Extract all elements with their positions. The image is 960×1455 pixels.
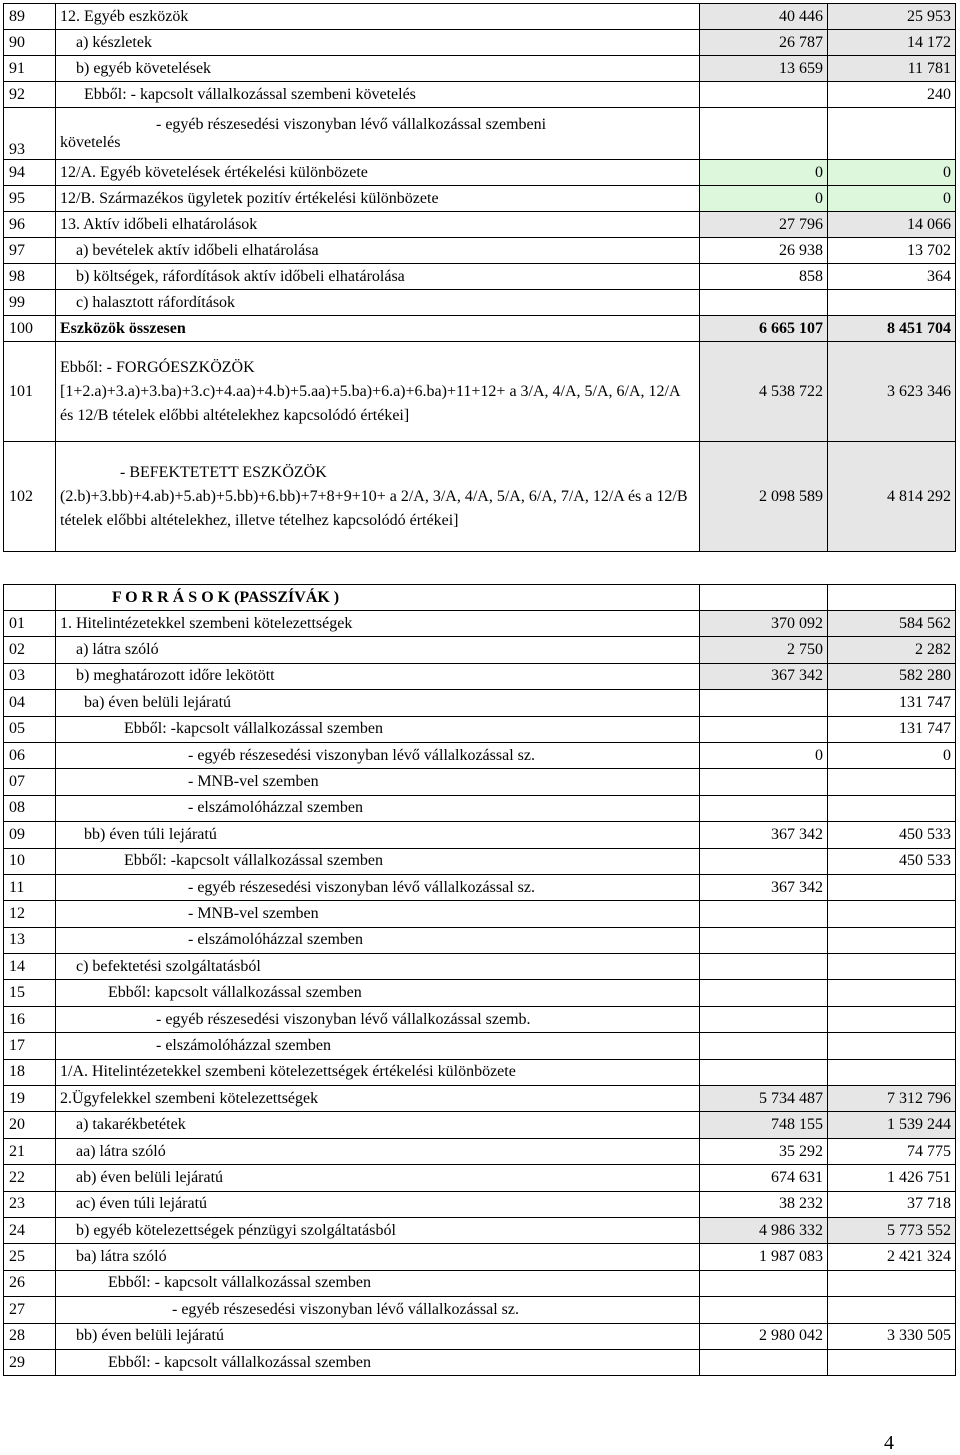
table-row — [4, 212, 956, 238]
row-label: b) meghatározott időre lekötött — [56, 663, 700, 689]
assets-table-body — [4, 4, 956, 552]
value-current: 0 — [700, 160, 828, 186]
section-heading-row — [4, 585, 956, 611]
row-label — [56, 342, 700, 442]
value-previous: 8 451 704 — [828, 316, 956, 342]
row-label: Ebből: -kapcsolt vállalkozással szemben — [56, 848, 700, 874]
value-previous — [828, 901, 956, 927]
table-row — [4, 238, 956, 264]
row-number: 22 — [4, 1165, 56, 1191]
row-label: - egyéb részesedési viszonyban lévő vállalkozással sz. — [56, 1297, 700, 1323]
value-previous: 37 718 — [828, 1191, 956, 1217]
table-row — [4, 82, 956, 108]
row-number: 16 — [4, 1006, 56, 1032]
row-number: 02 — [4, 637, 56, 663]
row-label: - elszámolóházzal szemben — [56, 795, 700, 821]
value-current: 1 987 083 — [700, 1244, 828, 1270]
value-current — [700, 954, 828, 980]
value-previous — [828, 874, 956, 900]
value-current: 40 446 — [700, 4, 828, 30]
table-row — [4, 1165, 956, 1191]
value-current: 0 — [700, 742, 828, 768]
row-label-line: Ebből: - FORGÓESZKÖZÖK — [60, 358, 255, 376]
row-number: 25 — [4, 1244, 56, 1270]
row-number: 26 — [4, 1270, 56, 1296]
table-row — [4, 848, 956, 874]
value-current — [700, 108, 828, 160]
value-previous: 131 747 — [828, 690, 956, 716]
table-row — [4, 822, 956, 848]
row-number: 96 — [4, 212, 56, 238]
value-previous — [828, 290, 956, 316]
value-current — [700, 795, 828, 821]
value-current — [700, 848, 828, 874]
row-label: - MNB-vel szemben — [56, 901, 700, 927]
value-previous: 3 330 505 — [828, 1323, 956, 1349]
table-row — [4, 1006, 956, 1032]
value-previous: 364 — [828, 264, 956, 290]
table-row — [4, 716, 956, 742]
value-current: 5 734 487 — [700, 1086, 828, 1112]
table-row — [4, 1059, 956, 1085]
row-number: 17 — [4, 1033, 56, 1059]
row-label: ab) éven belüli lejáratú — [56, 1165, 700, 1191]
value-current: 858 — [700, 264, 828, 290]
row-label: 12/A. Egyéb követelések értékelési különbözete — [56, 160, 700, 186]
value-previous: 584 562 — [828, 611, 956, 637]
table-row — [4, 160, 956, 186]
row-label: b) költségek, ráfordítások aktív időbeli elhatárolása — [56, 264, 700, 290]
value-previous: 5 773 552 — [828, 1217, 956, 1243]
table-row — [4, 316, 956, 342]
value-previous — [828, 769, 956, 795]
value-previous — [828, 585, 956, 611]
table-row — [4, 637, 956, 663]
table-row — [4, 108, 956, 160]
page-number: 4 — [884, 1432, 894, 1454]
row-number — [4, 585, 56, 611]
row-number: 100 — [4, 316, 56, 342]
value-current — [700, 585, 828, 611]
table-row — [4, 663, 956, 689]
row-number: 21 — [4, 1138, 56, 1164]
value-current — [700, 1059, 828, 1085]
value-current: 38 232 — [700, 1191, 828, 1217]
table-row — [4, 1138, 956, 1164]
row-label: c) befektetési szolgáltatásból — [56, 954, 700, 980]
value-current: 367 342 — [700, 874, 828, 900]
value-current: 2 980 042 — [700, 1323, 828, 1349]
value-current — [700, 1006, 828, 1032]
table-row — [4, 742, 956, 768]
row-label: - MNB-vel szemben — [56, 769, 700, 795]
row-number: 07 — [4, 769, 56, 795]
row-label-line: - BEFEKTETETT ESZKÖZÖK — [120, 463, 327, 481]
table-row — [4, 56, 956, 82]
section-heading: F O R R Á S O K (PASSZÍVÁK ) — [56, 585, 700, 611]
row-label: b) egyéb követelések — [56, 56, 700, 82]
row-label: - elszámolóházzal szemben — [56, 927, 700, 953]
table-row — [4, 1297, 956, 1323]
value-previous — [828, 1033, 956, 1059]
value-previous — [828, 1006, 956, 1032]
row-number: 08 — [4, 795, 56, 821]
row-number: 28 — [4, 1323, 56, 1349]
row-number: 91 — [4, 56, 56, 82]
value-previous — [828, 1270, 956, 1296]
value-current — [700, 690, 828, 716]
value-previous: 0 — [828, 742, 956, 768]
table-row — [4, 290, 956, 316]
row-number: 102 — [4, 442, 56, 552]
table-row — [4, 927, 956, 953]
row-number: 09 — [4, 822, 56, 848]
value-current — [700, 716, 828, 742]
row-number: 89 — [4, 4, 56, 30]
value-current — [700, 1033, 828, 1059]
table-row — [4, 1270, 956, 1296]
table-row — [4, 1323, 956, 1349]
value-current: 26 938 — [700, 238, 828, 264]
value-previous: 0 — [828, 186, 956, 212]
value-previous — [828, 927, 956, 953]
table-row — [4, 901, 956, 927]
table-row — [4, 690, 956, 716]
row-label: 12/B. Származékos ügyletek pozitív értékelési különbözete — [56, 186, 700, 212]
row-label: 12. Egyéb eszközök — [56, 4, 700, 30]
row-number: 01 — [4, 611, 56, 637]
table-row — [4, 1191, 956, 1217]
row-number: 29 — [4, 1349, 56, 1375]
value-current: 2 098 589 — [700, 442, 828, 552]
row-label: ba) éven belüli lejáratú — [56, 690, 700, 716]
row-label: Ebből: - kapcsolt vállalkozással szemben — [56, 1349, 700, 1375]
row-label: b) egyéb kötelezettségek pénzügyi szolgáltatásból — [56, 1217, 700, 1243]
value-current: 370 092 — [700, 611, 828, 637]
row-number: 19 — [4, 1086, 56, 1112]
table-row — [4, 769, 956, 795]
row-number: 94 — [4, 160, 56, 186]
row-number: 27 — [4, 1297, 56, 1323]
row-label: Ebből: - kapcsolt vállalkozással szembeni követelés — [56, 82, 700, 108]
value-current: 674 631 — [700, 1165, 828, 1191]
row-number: 90 — [4, 30, 56, 56]
row-label-line: (2.b)+3.bb)+4.ab)+5.ab)+5.bb)+6.bb)+7+8+9+10+ a 2/A, 3/A, 4/A, 5/A, 6/A, 7/A, 12/A és a 12/B tételek előbbi altételekhez, illetve tételhez kapcsolódó értékei] — [60, 487, 688, 529]
table-row — [4, 1217, 956, 1243]
table-row — [4, 4, 956, 30]
value-previous: 582 280 — [828, 663, 956, 689]
row-label: - egyéb részesedési viszonyban lévő vállalkozással szemb. — [56, 1006, 700, 1032]
row-label: Eszközök összesen — [56, 316, 700, 342]
row-label: bb) éven túli lejáratú — [56, 822, 700, 848]
row-label: Ebből: - kapcsolt vállalkozással szemben — [56, 1270, 700, 1296]
row-label: ac) éven túli lejáratú — [56, 1191, 700, 1217]
value-current — [700, 1349, 828, 1375]
row-label: - egyéb részesedési viszonyban lévő vállalkozással sz. — [56, 874, 700, 900]
value-current: 367 342 — [700, 822, 828, 848]
row-number: 11 — [4, 874, 56, 900]
value-previous — [828, 1059, 956, 1085]
table-row — [4, 264, 956, 290]
row-number: 98 — [4, 264, 56, 290]
table-row — [4, 1244, 956, 1270]
value-previous: 14 066 — [828, 212, 956, 238]
value-previous: 3 623 346 — [828, 342, 956, 442]
value-previous — [828, 954, 956, 980]
table-row — [4, 874, 956, 900]
row-number: 14 — [4, 954, 56, 980]
row-number: 06 — [4, 742, 56, 768]
value-previous: 450 533 — [828, 822, 956, 848]
row-number: 04 — [4, 690, 56, 716]
row-label-line: [1+2.a)+3.a)+3.ba)+3.c)+4.aa)+4.b)+5.aa)+5.ba)+6.a)+6.ba)+11+12+ a 3/A, 4/A, 5/A, 6/A, 12/A és 12/B tételek előbbi altételekhez kapcsolódó értékei] — [60, 382, 680, 424]
value-current: 0 — [700, 186, 828, 212]
table-row — [4, 980, 956, 1006]
row-number: 101 — [4, 342, 56, 442]
value-previous: 4 814 292 — [828, 442, 956, 552]
table-row — [4, 1349, 956, 1375]
value-current — [700, 901, 828, 927]
row-label: c) halasztott ráfordítások — [56, 290, 700, 316]
row-number: 23 — [4, 1191, 56, 1217]
row-label: 13. Aktív időbeli elhatárolások — [56, 212, 700, 238]
table-row — [4, 342, 956, 442]
value-current — [700, 980, 828, 1006]
table-row — [4, 186, 956, 212]
row-label: a) takarékbetétek — [56, 1112, 700, 1138]
value-current — [700, 769, 828, 795]
row-label-line: követelés — [60, 133, 121, 151]
table-row — [4, 1086, 956, 1112]
value-previous: 0 — [828, 160, 956, 186]
row-label: ba) látra szóló — [56, 1244, 700, 1270]
row-label — [56, 108, 700, 160]
row-label: 1. Hitelintézetekkel szembeni kötelezettségek — [56, 611, 700, 637]
row-number: 15 — [4, 980, 56, 1006]
value-current — [700, 1297, 828, 1323]
value-previous: 14 172 — [828, 30, 956, 56]
value-previous: 240 — [828, 82, 956, 108]
value-current: 6 665 107 — [700, 316, 828, 342]
value-previous — [828, 795, 956, 821]
value-current: 13 659 — [700, 56, 828, 82]
row-label: Ebből: -kapcsolt vállalkozással szemben — [56, 716, 700, 742]
value-previous: 450 533 — [828, 848, 956, 874]
row-number: 03 — [4, 663, 56, 689]
row-number: 97 — [4, 238, 56, 264]
row-label: bb) éven belüli lejáratú — [56, 1323, 700, 1349]
row-label-line: - egyéb részesedési viszonyban lévő vállalkozással szembeni — [156, 115, 547, 133]
row-label: 2.Ügyfelekkel szembeni kötelezettségek — [56, 1086, 700, 1112]
value-previous: 7 312 796 — [828, 1086, 956, 1112]
table-row — [4, 442, 956, 552]
row-label: Ebből: kapcsolt vállalkozással szemben — [56, 980, 700, 1006]
value-previous: 2 282 — [828, 637, 956, 663]
row-number: 12 — [4, 901, 56, 927]
value-previous — [828, 1349, 956, 1375]
row-number: 99 — [4, 290, 56, 316]
value-current — [700, 290, 828, 316]
liabilities-table — [3, 584, 956, 1376]
row-number: 10 — [4, 848, 56, 874]
row-label: a) bevételek aktív időbeli elhatárolása — [56, 238, 700, 264]
row-number: 92 — [4, 82, 56, 108]
row-label: - egyéb részesedési viszonyban lévő vállalkozással sz. — [56, 742, 700, 768]
table-row — [4, 954, 956, 980]
value-current: 4 538 722 — [700, 342, 828, 442]
table-row — [4, 30, 956, 56]
row-label: a) látra szóló — [56, 637, 700, 663]
value-current: 27 796 — [700, 212, 828, 238]
row-label — [56, 442, 700, 552]
value-current: 35 292 — [700, 1138, 828, 1164]
liabilities-table-body — [4, 585, 956, 1376]
value-current — [700, 1270, 828, 1296]
row-number: 13 — [4, 927, 56, 953]
value-previous — [828, 980, 956, 1006]
value-current — [700, 927, 828, 953]
value-previous: 1 426 751 — [828, 1165, 956, 1191]
table-row — [4, 1033, 956, 1059]
value-previous: 13 702 — [828, 238, 956, 264]
row-number: 93 — [4, 108, 56, 160]
row-number: 18 — [4, 1059, 56, 1085]
table-row — [4, 795, 956, 821]
value-current: 4 986 332 — [700, 1217, 828, 1243]
value-previous — [828, 1297, 956, 1323]
value-previous: 74 775 — [828, 1138, 956, 1164]
value-previous: 131 747 — [828, 716, 956, 742]
row-label: aa) látra szóló — [56, 1138, 700, 1164]
value-previous: 2 421 324 — [828, 1244, 956, 1270]
row-number: 95 — [4, 186, 56, 212]
row-number: 20 — [4, 1112, 56, 1138]
table-row — [4, 611, 956, 637]
value-previous — [828, 108, 956, 160]
row-number: 05 — [4, 716, 56, 742]
assets-table — [3, 3, 956, 552]
row-label: - elszámolóházzal szemben — [56, 1033, 700, 1059]
table-row — [4, 1112, 956, 1138]
value-current: 2 750 — [700, 637, 828, 663]
row-number: 24 — [4, 1217, 56, 1243]
value-current: 748 155 — [700, 1112, 828, 1138]
value-current — [700, 82, 828, 108]
value-current: 367 342 — [700, 663, 828, 689]
value-previous: 25 953 — [828, 4, 956, 30]
value-current: 26 787 — [700, 30, 828, 56]
value-previous: 1 539 244 — [828, 1112, 956, 1138]
value-previous: 11 781 — [828, 56, 956, 82]
row-label: a) készletek — [56, 30, 700, 56]
row-label: 1/A. Hitelintézetekkel szembeni kötelezettségek értékelési különbözete — [56, 1059, 700, 1085]
